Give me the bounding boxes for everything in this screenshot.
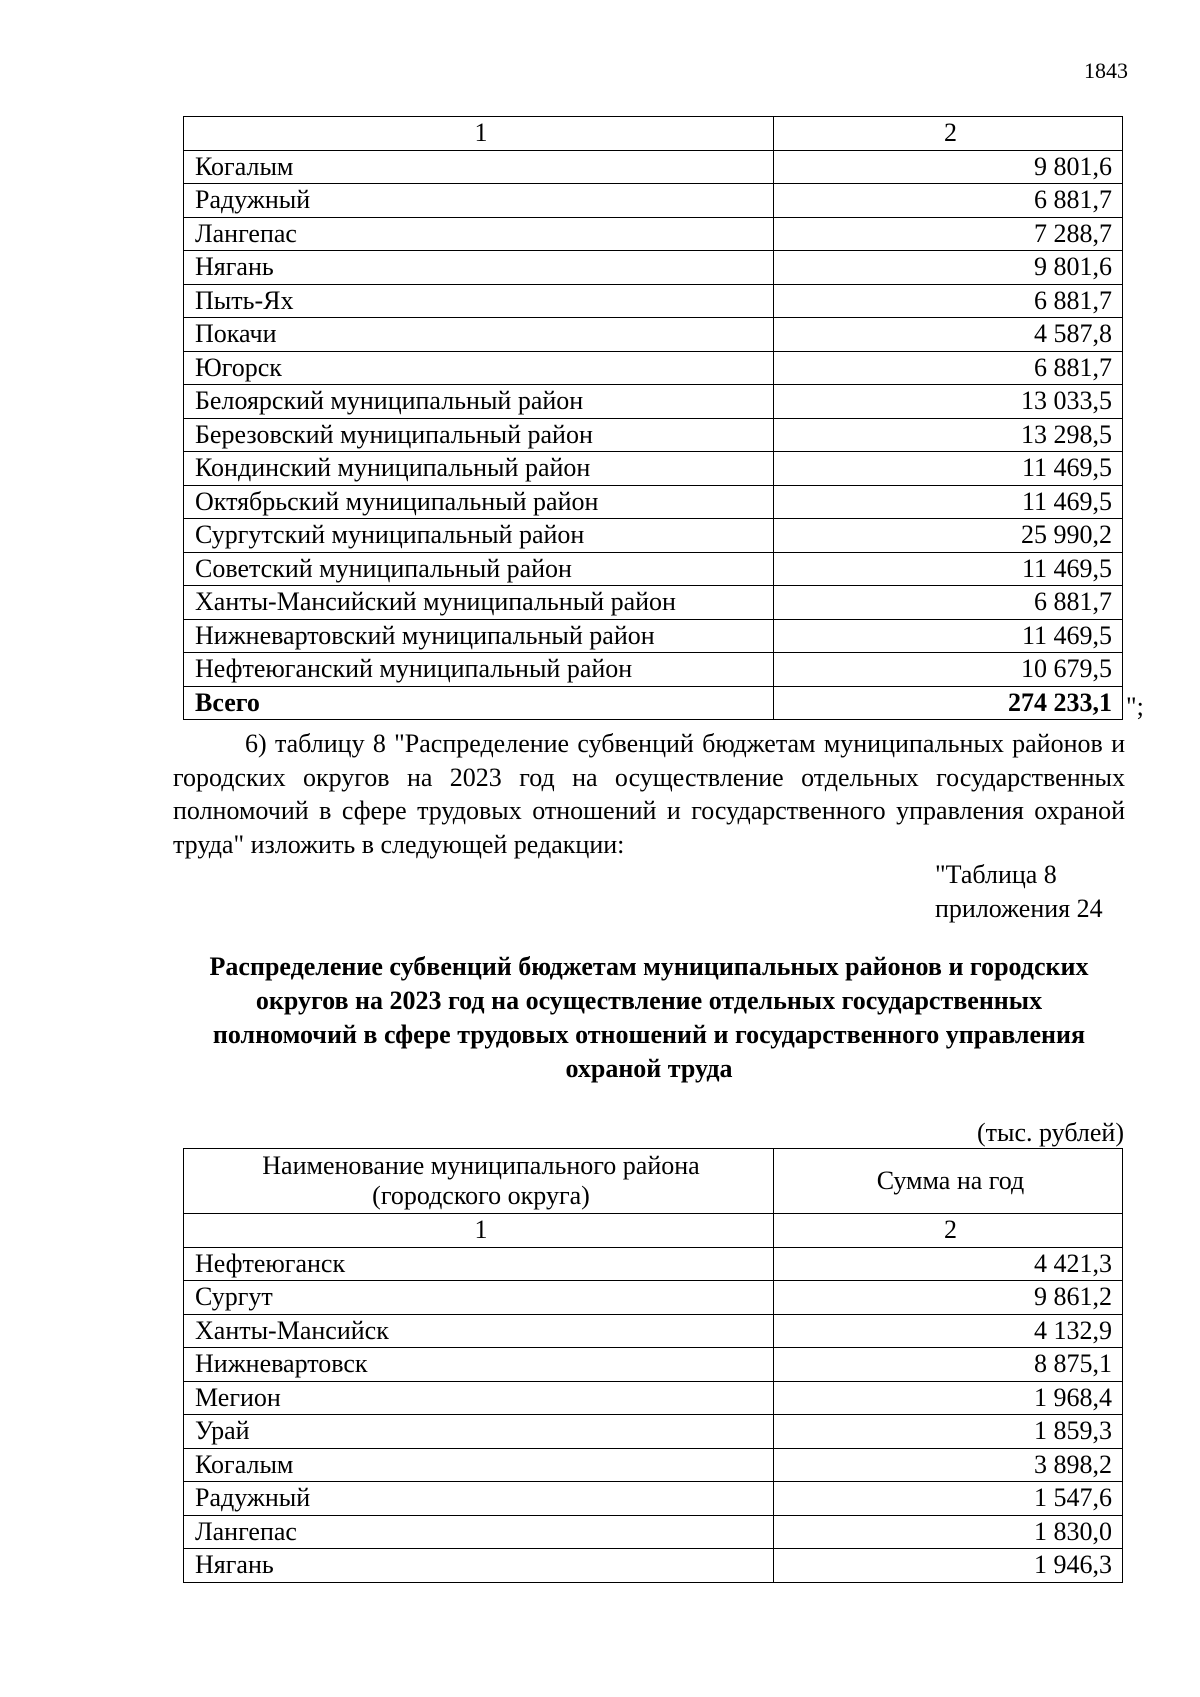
municipality-name: Пыть-Ях (184, 284, 774, 318)
table-reference-line-1: "Таблица 8 (935, 860, 1057, 889)
table-row (184, 1348, 1123, 1382)
units-label: (тыс. рублей) (976, 1118, 1124, 1147)
municipality-name: Нягань (184, 251, 774, 285)
municipality-name: Белоярский муниципальный район (184, 385, 774, 419)
table-row (184, 1381, 1123, 1415)
amount-value: 6 881,7 (774, 284, 1123, 318)
amount-value: 9 801,6 (774, 150, 1123, 184)
amount-value: 1 859,3 (774, 1415, 1123, 1449)
amount-value: 6 881,7 (774, 184, 1123, 218)
column-header-amount: Сумма на год (774, 1149, 1123, 1214)
table-row (184, 485, 1123, 519)
municipality-name: Югорск (184, 351, 774, 385)
municipality-name: Покачи (184, 318, 774, 352)
table-row (184, 184, 1123, 218)
amount-value: 7 288,7 (774, 217, 1123, 251)
amount-value: 3 898,2 (774, 1448, 1123, 1482)
table-row (184, 1482, 1123, 1516)
municipality-name: Нефтеюганский муниципальный район (184, 653, 774, 687)
municipality-name: Нижневартовск (184, 1348, 774, 1382)
amount-value: 6 881,7 (774, 586, 1123, 620)
table-row (184, 251, 1123, 285)
amount-value: 9 801,6 (774, 251, 1123, 285)
table-row (184, 1314, 1123, 1348)
municipality-name: Лангепас (184, 1515, 774, 1549)
table-row (184, 1549, 1123, 1583)
municipality-name: Ханты-Мансийск (184, 1314, 774, 1348)
column-header-name-line: (городского округа) (372, 1181, 590, 1210)
municipality-name: Лангепас (184, 217, 774, 251)
table-row (184, 217, 1123, 251)
table-row (184, 150, 1123, 184)
amount-value: 13 298,5 (774, 418, 1123, 452)
table-title-line: полномочий в сфере трудовых отношений и государственного управления (212, 1020, 1086, 1049)
amount-value: 4 132,9 (774, 1314, 1123, 1348)
table-row (184, 619, 1123, 653)
municipality-name: Радужный (184, 1482, 774, 1516)
municipality-name: Октябрьский муниципальный район (184, 485, 774, 519)
table-row (184, 452, 1123, 486)
column-number-2: 2 (774, 117, 1123, 151)
municipality-name: Радужный (184, 184, 774, 218)
page-number: 1843 (1084, 58, 1128, 83)
table-row (184, 1448, 1123, 1482)
table-column-numbers-row (184, 117, 1123, 151)
column-number-1: 1 (184, 117, 774, 151)
closing-quote: "; (1126, 692, 1144, 721)
table-title (170, 950, 1128, 1086)
table-row (184, 351, 1123, 385)
table-row (184, 318, 1123, 352)
table-row (184, 1281, 1123, 1315)
municipality-name: Березовский муниципальный район (184, 418, 774, 452)
amount-value: 10 679,5 (774, 653, 1123, 687)
total-row (184, 686, 1123, 720)
column-number-1: 1 (184, 1214, 774, 1248)
total-value: 274 233,1 (774, 686, 1123, 720)
municipality-name: Ханты-Мансийский муниципальный район (184, 586, 774, 620)
amount-value: 4 587,8 (774, 318, 1123, 352)
municipality-name: Кондинский муниципальный район (184, 452, 774, 486)
municipality-name: Урай (184, 1415, 774, 1449)
municipality-name: Сургут (184, 1281, 774, 1315)
amount-value: 1 946,3 (774, 1549, 1123, 1583)
municipality-name: Нягань (184, 1549, 774, 1583)
table-column-numbers-row (184, 1214, 1123, 1248)
table-row (184, 1415, 1123, 1449)
table-title-line: округов на 2023 год на осуществление отдельных государственных (255, 986, 1043, 1015)
amount-value: 25 990,2 (774, 519, 1123, 553)
amount-value: 1 547,6 (774, 1482, 1123, 1516)
column-header-name (184, 1149, 774, 1214)
amount-value: 13 033,5 (774, 385, 1123, 419)
municipality-name: Сургутский муниципальный район (184, 519, 774, 553)
amendment-paragraph: 6) таблицу 8 "Распределение субвенций бюджетам муниципальных районов и городских округов на 2023 год на осуществление отдельных государственных полномочий в сфере трудовых отношений и государственного управления охраной труда" изложить в следующей редакции: (173, 729, 1125, 859)
table-header-row (184, 1149, 1123, 1214)
amount-value: 1 968,4 (774, 1381, 1123, 1415)
amount-value: 1 830,0 (774, 1515, 1123, 1549)
table-row (184, 385, 1123, 419)
table-title-line: охраной труда (565, 1054, 733, 1083)
table-row (184, 552, 1123, 586)
table-title-line: Распределение субвенций бюджетам муниципальных районов и городских (209, 952, 1089, 981)
table-row (184, 1247, 1123, 1281)
table-row (184, 519, 1123, 553)
amount-value: 8 875,1 (774, 1348, 1123, 1382)
amount-value: 11 469,5 (774, 452, 1123, 486)
municipality-name: Нефтеюганск (184, 1247, 774, 1281)
labor-relations-subvention-table (183, 1148, 1123, 1583)
amount-value: 9 861,2 (774, 1281, 1123, 1315)
column-number-2: 2 (774, 1214, 1123, 1248)
amount-value: 4 421,3 (774, 1247, 1123, 1281)
table-row (184, 418, 1123, 452)
column-header-name-line: Наименование муниципального района (262, 1151, 700, 1180)
municipality-name: Нижневартовский муниципальный район (184, 619, 774, 653)
allocation-table-continued (183, 116, 1123, 720)
table-row (184, 284, 1123, 318)
amount-value: 11 469,5 (774, 552, 1123, 586)
total-label: Всего (184, 686, 774, 720)
table-row (184, 653, 1123, 687)
amount-value: 6 881,7 (774, 351, 1123, 385)
amount-value: 11 469,5 (774, 485, 1123, 519)
municipality-name: Советский муниципальный район (184, 552, 774, 586)
table-row (184, 1515, 1123, 1549)
municipality-name: Когалым (184, 150, 774, 184)
table-row (184, 586, 1123, 620)
municipality-name: Мегион (184, 1381, 774, 1415)
amount-value: 11 469,5 (774, 619, 1123, 653)
table-reference-line-2: приложения 24 (935, 894, 1103, 923)
municipality-name: Когалым (184, 1448, 774, 1482)
